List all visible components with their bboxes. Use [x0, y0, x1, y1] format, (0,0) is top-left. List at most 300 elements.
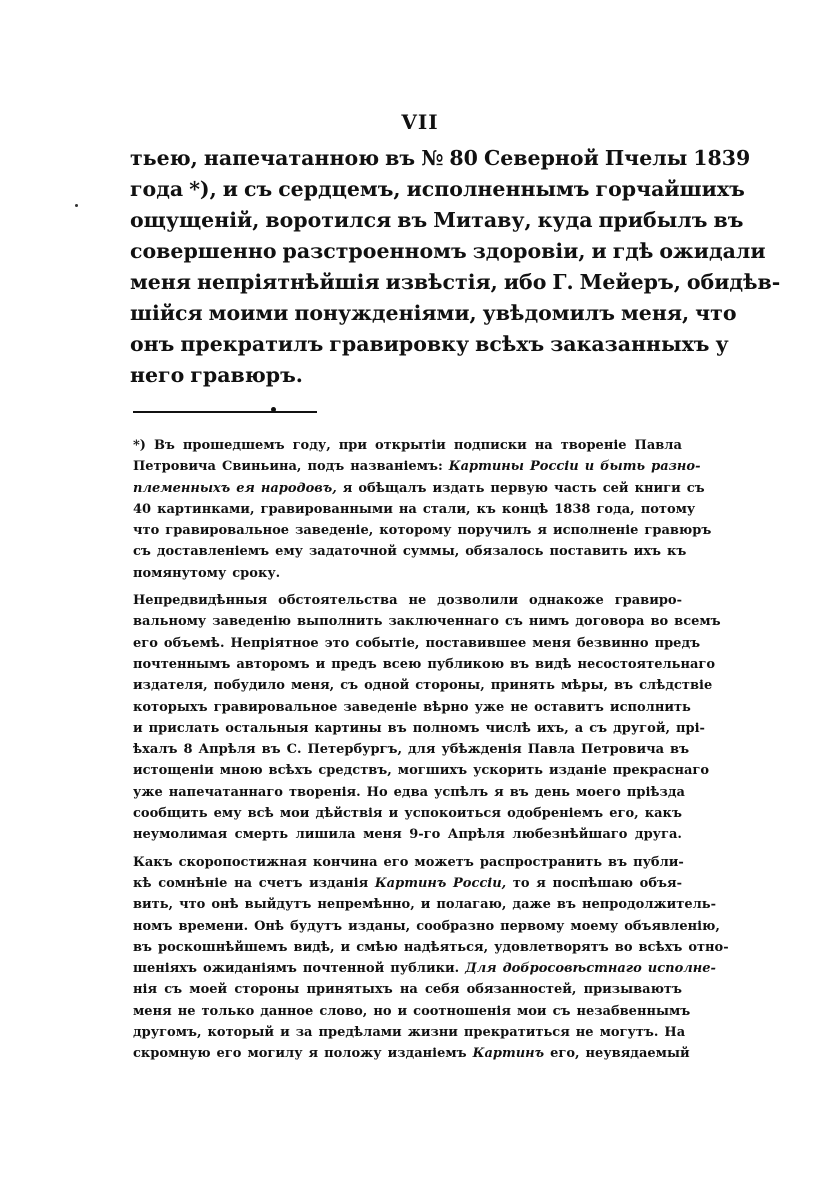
word: и — [420, 897, 431, 913]
word: предъ — [654, 635, 701, 651]
word: къ — [476, 501, 496, 517]
word: отно- — [688, 939, 729, 955]
word: концѣ — [501, 501, 549, 517]
word: это — [324, 635, 350, 651]
word: года — [130, 177, 184, 201]
word: сообразно — [416, 918, 495, 934]
word: Картинъ — [472, 1046, 545, 1062]
word: скромную — [133, 1046, 211, 1062]
word: день — [534, 784, 570, 800]
word: въ — [670, 742, 690, 758]
footnote-line — [133, 961, 716, 982]
word: для — [408, 742, 436, 758]
word: 9-го — [409, 827, 441, 843]
word: съ — [164, 982, 183, 998]
word: принять — [490, 678, 555, 694]
word: часть — [553, 480, 597, 496]
main-line — [130, 239, 766, 270]
word: Петровича — [133, 459, 216, 475]
word: прі- — [676, 720, 705, 736]
word: предъ — [331, 656, 377, 672]
word: на — [534, 438, 553, 453]
word: сей — [602, 480, 629, 496]
word: безвинно — [576, 635, 649, 651]
word: прекратилъ — [180, 332, 324, 356]
word: меня, — [290, 678, 335, 694]
word: съ — [589, 720, 608, 736]
word: и — [388, 806, 399, 822]
word: числѣ — [485, 720, 531, 736]
word: но — [373, 1003, 392, 1019]
word: разстроенномъ — [282, 239, 467, 263]
word: подписки — [453, 438, 527, 453]
word: къ — [667, 544, 687, 560]
footnote-line — [133, 523, 712, 544]
word: гравюръ — [644, 523, 712, 539]
word: какъ — [644, 806, 682, 822]
word: предѣлами — [318, 1025, 402, 1041]
word: народовъ, — [260, 480, 337, 496]
word: ожиданіямъ — [203, 961, 297, 977]
word: положу — [324, 1046, 382, 1062]
word: у — [715, 332, 729, 356]
word: и — [397, 1003, 408, 1019]
footnote-line — [133, 544, 687, 565]
word: въ — [614, 678, 634, 694]
word: добросовѣстнаго — [502, 961, 642, 977]
footnote-line — [133, 1046, 690, 1067]
word: всѣхъ — [475, 332, 545, 356]
word: его — [383, 854, 409, 870]
footnote-line — [133, 918, 720, 940]
word: здоровіи, — [472, 239, 586, 263]
word: на — [398, 501, 417, 517]
word: всею — [382, 656, 422, 672]
word: и — [222, 177, 238, 201]
word: непродолжитель- — [581, 897, 716, 913]
word: могилу — [247, 1046, 303, 1062]
word: сомнѣніе — [158, 875, 228, 891]
word: первую — [490, 480, 548, 496]
main-line — [130, 332, 729, 363]
word: за — [295, 1025, 313, 1041]
word: меня — [363, 827, 402, 843]
footnote-line — [133, 1025, 686, 1046]
footnote-line — [133, 876, 682, 897]
word: дѣйствія — [315, 806, 383, 822]
word: и — [340, 939, 351, 955]
word: исполнить — [609, 699, 691, 715]
word: съ — [552, 1003, 571, 1019]
word: съ — [686, 480, 705, 496]
word: объемѣ. — [163, 635, 225, 651]
word: не — [575, 1025, 594, 1041]
footnote-line — [133, 501, 696, 523]
word: счетъ — [258, 875, 303, 891]
word: Онѣ — [254, 918, 285, 934]
word: нимъ — [528, 614, 570, 630]
word: прошедшемъ — [182, 438, 285, 453]
word: увѣдомилъ — [482, 301, 615, 325]
word: 1839 — [693, 146, 751, 170]
word: поспѣшаю — [552, 875, 633, 891]
word: задаточной — [308, 544, 397, 560]
word: едва — [393, 784, 429, 800]
word: Петербургъ, — [307, 742, 403, 758]
word: Въ — [153, 438, 175, 453]
word: заказанныхъ — [550, 332, 710, 356]
word: доставленіемъ — [156, 544, 270, 560]
word: воротился — [265, 208, 392, 232]
word: шеніяхъ — [133, 961, 198, 977]
word: Свиньина, — [221, 459, 302, 475]
footnote-line — [133, 939, 729, 961]
word: видѣ, — [293, 939, 335, 955]
word: напечатанною — [203, 146, 380, 170]
word: съ — [504, 614, 523, 630]
word: гравировку — [329, 332, 470, 356]
word: гдѣ — [612, 239, 654, 263]
word: удовлетворятъ — [494, 939, 609, 955]
footnote-line — [133, 742, 690, 763]
word: въ — [608, 854, 628, 870]
footnote-line — [133, 763, 710, 784]
word: номъ — [133, 918, 173, 934]
word: побудило — [213, 678, 285, 694]
word: могутъ. — [599, 1025, 659, 1041]
word: моему — [570, 918, 619, 934]
word: Апрѣля — [198, 742, 256, 758]
word: не — [510, 699, 529, 715]
word: мною — [219, 763, 263, 779]
word: прекратиться — [463, 1025, 570, 1041]
footnote-line — [133, 784, 685, 806]
footnote-line — [133, 614, 721, 635]
word: обидѣв- — [686, 270, 781, 294]
word: на — [234, 875, 253, 891]
word: обстоятельства — [278, 593, 398, 609]
word: въ — [397, 208, 428, 232]
word: я — [536, 875, 546, 891]
word: гравированными — [260, 501, 393, 517]
word: во — [650, 614, 669, 630]
word: ускорить — [473, 763, 543, 779]
word: на — [399, 982, 418, 998]
word: его — [133, 635, 158, 651]
word: моими — [208, 301, 289, 325]
word: объя- — [639, 875, 682, 891]
word: ему — [275, 544, 303, 560]
word: Картины — [448, 459, 525, 475]
word: друга. — [634, 827, 682, 843]
word: средствъ, — [318, 763, 392, 779]
word: выполнить — [297, 614, 383, 630]
word: авторомъ — [236, 656, 310, 672]
word: а — [574, 720, 584, 736]
word: гравировальное — [165, 523, 290, 539]
word: всѣхъ — [268, 763, 313, 779]
word: книги — [634, 480, 681, 496]
word: могшихъ — [397, 763, 468, 779]
word: въ — [387, 720, 407, 736]
footnote-line — [133, 806, 682, 827]
main-line — [130, 177, 745, 208]
word: одобреніемъ — [507, 806, 604, 822]
word: извѣстія, — [385, 270, 498, 294]
word: публи- — [633, 854, 684, 870]
word: мои — [279, 806, 310, 822]
word: его, — [550, 1046, 580, 1062]
word: быть — [600, 459, 646, 475]
word: всѣ — [247, 806, 274, 822]
word: смерть — [234, 827, 289, 843]
word: заведеніе, — [295, 523, 374, 539]
word: онъ — [130, 332, 175, 356]
word: сердцемъ, — [278, 177, 401, 201]
word: заведеніе — [343, 699, 418, 715]
word: слѣдствіе — [639, 678, 713, 694]
word: прекраснаго — [612, 763, 710, 779]
footnote — [133, 438, 729, 1068]
word: остальныя — [225, 720, 309, 736]
word: съ — [243, 177, 273, 201]
main-line — [130, 270, 781, 301]
word: вальному — [133, 614, 207, 630]
word: незабвеннымъ — [576, 1003, 691, 1019]
word: поставить — [549, 544, 628, 560]
footnote-line — [133, 656, 716, 678]
word: во — [614, 939, 633, 955]
footnote-line — [133, 480, 705, 502]
footnote-line — [133, 459, 701, 480]
word: выйдутъ — [244, 897, 312, 913]
word: тьею, — [130, 146, 198, 170]
word: Для — [465, 961, 497, 977]
word: и — [591, 239, 607, 263]
word: суммы, — [402, 544, 460, 560]
word: моей — [189, 982, 228, 998]
word: которому — [379, 523, 452, 539]
word: Павла — [527, 742, 576, 758]
word: Непріятное — [230, 635, 319, 651]
word: потому — [640, 501, 696, 517]
word: призываютъ — [583, 982, 682, 998]
footnote-line — [133, 1003, 691, 1025]
word: всемъ — [674, 614, 721, 630]
word: вить, — [133, 897, 174, 913]
word: картинками, — [157, 501, 255, 517]
footnote-line — [133, 897, 716, 918]
word: смѣю — [356, 939, 398, 955]
word: то — [512, 875, 530, 891]
word: несостоятельнаго — [577, 656, 716, 672]
word: которыхъ — [133, 699, 208, 715]
word: ея — [236, 480, 255, 496]
main-line — [130, 301, 737, 332]
word: исполне- — [647, 961, 716, 977]
word: меня, — [620, 301, 690, 325]
word: Россіи, — [453, 875, 507, 891]
word: вѣрно — [423, 699, 469, 715]
word: него — [130, 363, 185, 387]
word: изданія — [309, 875, 369, 891]
word: только — [201, 1003, 255, 1019]
word: однакоже — [529, 593, 604, 609]
word: данное — [260, 1003, 314, 1019]
word: ихъ — [633, 544, 662, 560]
word: Северной — [483, 146, 599, 170]
word: ему — [213, 806, 242, 822]
word: договора — [575, 614, 645, 630]
word: въ — [133, 939, 153, 955]
word: видѣ — [535, 656, 572, 672]
word: принятыхъ — [306, 982, 393, 998]
word: который — [207, 1025, 275, 1041]
word: издателя, — [133, 678, 208, 694]
word: можетъ — [414, 854, 474, 870]
word: Митаву, — [433, 208, 532, 232]
main-paragraph — [130, 146, 781, 394]
word: неумолимая — [133, 827, 228, 843]
word: сроку. — [232, 565, 281, 581]
separator-dot — [271, 407, 276, 412]
word: 1838 — [554, 501, 591, 517]
word: прибылъ — [598, 208, 708, 232]
word: себя — [424, 982, 460, 998]
word: не — [408, 593, 427, 609]
word: кѣ — [133, 875, 152, 891]
word: непріятнѣйшія — [197, 270, 380, 294]
word: даже — [512, 897, 551, 913]
word: одной — [364, 678, 410, 694]
word: изданы, — [348, 918, 411, 934]
word: дозволили — [437, 593, 519, 609]
word: съ — [340, 678, 359, 694]
word: На — [664, 1025, 686, 1041]
word: меня — [130, 270, 191, 294]
word: жизни — [407, 1025, 458, 1041]
word: что — [179, 897, 206, 913]
word: совершенно — [130, 239, 277, 263]
word: истощеніи — [133, 763, 214, 779]
word: Какъ — [133, 854, 173, 870]
word: пріѣзда — [626, 784, 685, 800]
page-number: VII — [401, 110, 439, 134]
word: ожидали — [659, 239, 766, 263]
word: гравиро- — [614, 593, 682, 609]
word: я — [537, 523, 547, 539]
word: изданіе — [548, 763, 607, 779]
word: гравировальное — [213, 699, 338, 715]
word: и — [584, 459, 595, 475]
word: сообщить — [133, 806, 208, 822]
word: неувядаемый — [585, 1046, 690, 1062]
word: разно- — [651, 459, 701, 475]
word: въ — [509, 784, 529, 800]
word: издать — [432, 480, 485, 496]
word: поставившее — [425, 635, 527, 651]
footnote-line — [133, 635, 701, 657]
word: я — [494, 784, 504, 800]
word: 80 — [449, 146, 478, 170]
footnote-separator — [133, 411, 317, 413]
word: распространить — [479, 854, 603, 870]
word: Павла — [634, 438, 682, 453]
word: въ — [510, 656, 530, 672]
word: Г. — [552, 270, 574, 294]
word: исполненнымъ — [406, 177, 590, 201]
word: почтеннымъ — [133, 656, 231, 672]
word: публикою — [427, 656, 505, 672]
word: кончина — [312, 854, 378, 870]
word: оставитъ — [534, 699, 604, 715]
word: Апрѣля — [447, 827, 505, 843]
word: напечатаннаго — [168, 784, 283, 800]
word: почтенной — [302, 961, 385, 977]
word: уже — [474, 699, 505, 715]
word: его — [216, 1046, 242, 1062]
word: картины — [314, 720, 382, 736]
word: Картинъ — [374, 875, 447, 891]
word: и — [280, 1025, 290, 1041]
word: обѣщалъ — [358, 480, 427, 496]
word: куда — [537, 208, 593, 232]
word: другомъ, — [133, 1025, 202, 1041]
word: убѣжденія — [441, 742, 522, 758]
word: Непредвидѣнныя — [133, 593, 268, 609]
word: въ — [385, 146, 416, 170]
footnote-line — [133, 699, 691, 721]
footnote-line — [133, 678, 713, 699]
word: Петровича — [581, 742, 665, 758]
word: С. — [286, 742, 302, 758]
word: заключеннаго — [388, 614, 499, 630]
word: публики. — [390, 961, 460, 977]
word: будутъ — [290, 918, 343, 934]
word: названіемъ: — [350, 459, 443, 475]
word: объявленію, — [624, 918, 720, 934]
word: нія — [133, 982, 158, 998]
word: Пчелы — [604, 146, 688, 170]
footnote-line — [133, 982, 682, 1003]
word: онѣ — [211, 897, 239, 913]
word: событіе, — [355, 635, 420, 651]
word: успокоиться — [404, 806, 501, 822]
word: меня — [532, 635, 571, 651]
word: горчайшихъ — [595, 177, 745, 201]
word: стороны — [234, 982, 300, 998]
word: въ — [556, 897, 576, 913]
word: ибо — [503, 270, 547, 294]
word: мѣры, — [561, 678, 609, 694]
word: племенныхъ — [133, 480, 231, 496]
word: ихъ, — [536, 720, 569, 736]
word: непремѣнно, — [317, 897, 415, 913]
word: скоропостижная — [178, 854, 307, 870]
word: и — [315, 656, 326, 672]
footnote-line — [133, 720, 705, 742]
word: *) — [133, 438, 146, 453]
footnote-line — [133, 438, 682, 459]
word: твореніе — [560, 438, 627, 453]
word: съ — [133, 544, 151, 560]
word: заведенію — [212, 614, 291, 630]
footnote-line — [133, 566, 682, 587]
word: его, — [609, 806, 639, 822]
word: понужденіями, — [294, 301, 477, 325]
footnote-line — [133, 593, 682, 614]
word: подъ — [307, 459, 345, 475]
